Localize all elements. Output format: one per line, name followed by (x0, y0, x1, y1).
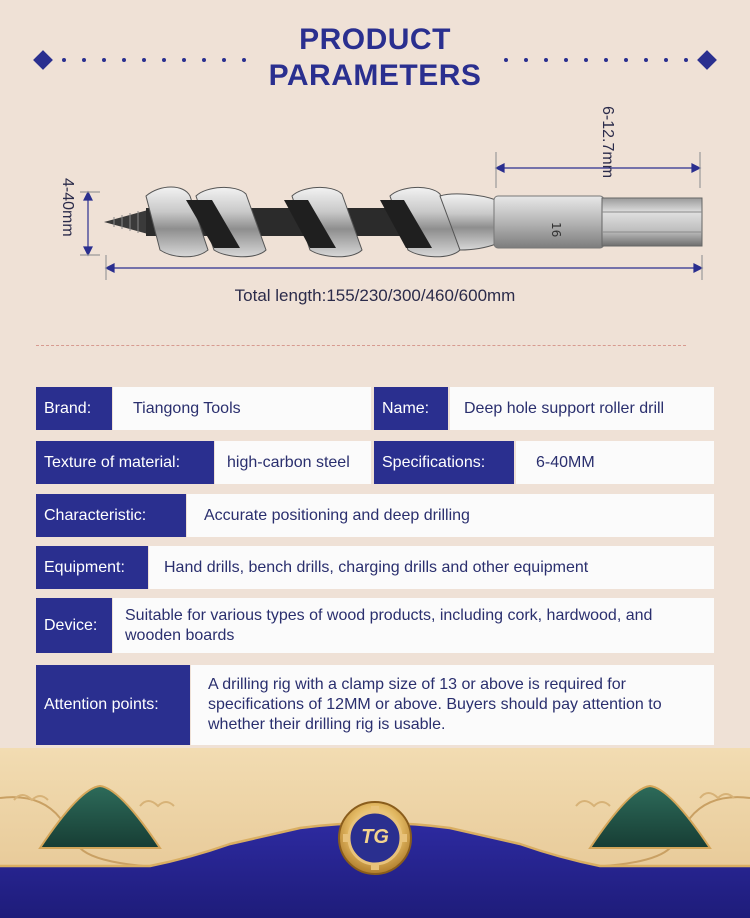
spec-row-device (36, 598, 714, 653)
spec-row-equipment (36, 546, 714, 589)
device-label: Device: (36, 598, 112, 653)
total-length-label: Total length:155/230/300/460/600mm (234, 286, 516, 305)
spec-row-characteristic (36, 494, 714, 537)
name-value: Deep hole support roller drill (450, 387, 714, 430)
device-value: Suitable for various types of wood products, including cork, hardwood, and wooden boards (113, 598, 714, 653)
logo-text: TG (361, 826, 389, 848)
material-value: high-carbon steel (215, 441, 371, 484)
material-label: Texture of material: (36, 441, 214, 484)
spec-row-material (36, 441, 714, 484)
section-divider (36, 345, 686, 346)
brand-label: Brand: (36, 387, 112, 430)
equipment-label: Equipment: (36, 546, 148, 589)
drill-illustration (0, 100, 750, 320)
specifications-label: Specifications: (374, 441, 514, 484)
specifications-value: 6-40MM (516, 441, 714, 484)
title-line-2: PARAMETERS (268, 59, 482, 92)
brand-value: Tiangong Tools (113, 387, 371, 430)
equipment-value: Hand drills, bench drills, charging drills and other equipment (149, 546, 714, 589)
attention-value: A drilling rig with a clamp size of 13 or above is required for specifications of 12MM or above. Buyers should pay attention to whether their drilling rig is usable. (191, 665, 714, 745)
decorative-footer (0, 748, 750, 918)
shank-diameter-label: 6-12.7mm (599, 106, 616, 179)
spec-row-brand (36, 387, 714, 430)
diameter-label: 4-40mm (59, 178, 76, 237)
shank-mark: 16 (549, 222, 563, 238)
name-label: Name: (374, 387, 448, 430)
characteristic-label: Characteristic: (36, 494, 186, 537)
title-line-1: PRODUCT (299, 23, 451, 56)
characteristic-value: Accurate positioning and deep drilling (187, 494, 714, 537)
attention-label: Attention points: (36, 665, 190, 745)
spec-row-attention (36, 665, 714, 745)
